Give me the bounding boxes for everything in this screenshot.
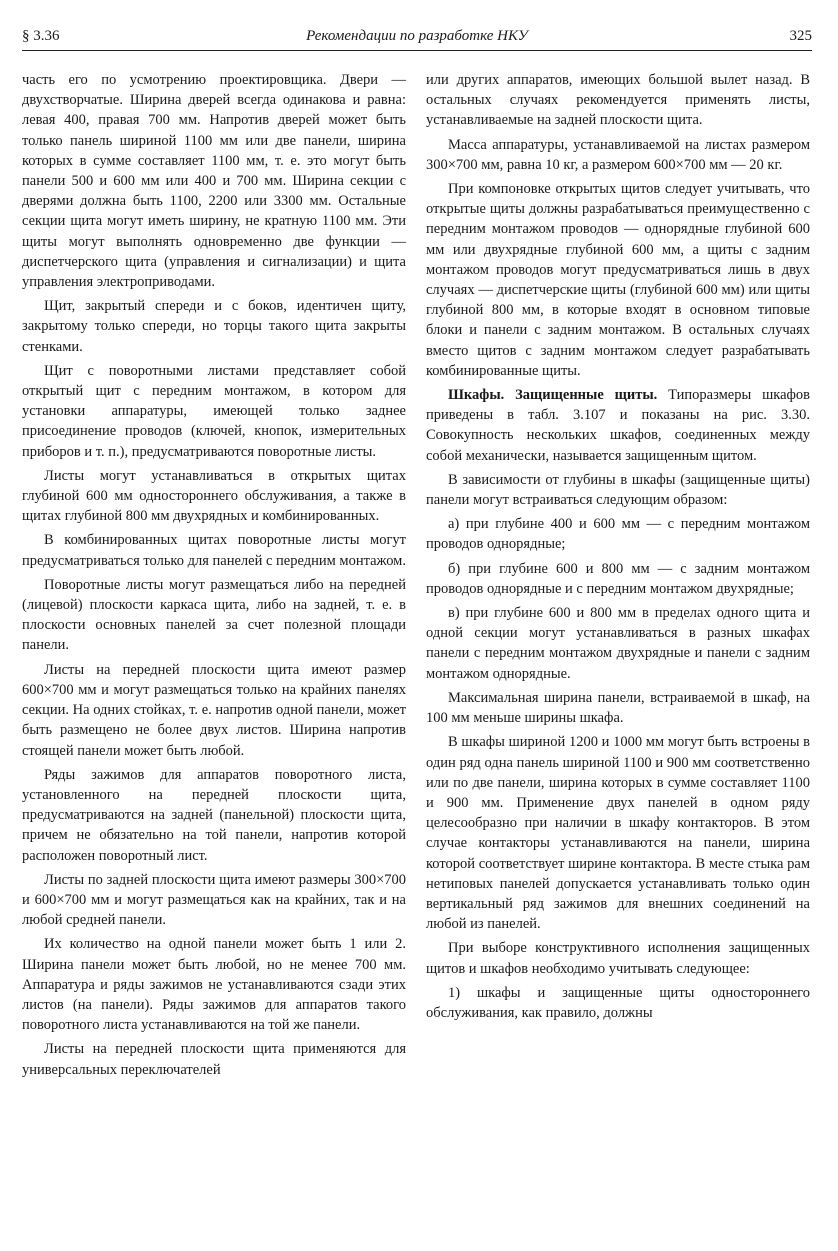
paragraph: Их количество на одной панели может быть 1 или 2. Ширина панели может быть любой, но не менее 700 мм. Аппаратура и ряды зажимов не устанавливаются сзади этих листов (на панели). Ряды зажимов для аппаратов такого поворотного листа устанавливаются на той же панели. (22, 936, 406, 1034)
running-title: Рекомендации по разработке НКУ (306, 28, 528, 44)
paragraph: Листы по задней плоскости щита имеют размеры 300×700 и 600×700 мм и могут размещаться как на крайних, так и на любой средней панели. (22, 871, 406, 929)
paragraph: Поворотные листы могут размещаться либо на передней (лицевой) плоскости каркаса щита, либо на задней, т. е. в плоскости основных панелей за счет полезной площади панели. (22, 576, 406, 654)
paragraph: Листы могут устанавливаться в открытых щитах глубиной 600 мм одностороннего обслуживания, а также в щитах глубиной 800 мм двухрядных и комбинированных. (22, 467, 406, 525)
paragraph: Максимальная ширина панели, встраиваемой в шкаф, на 100 мм меньше ширины шкафа. (426, 689, 810, 727)
section-heading: Шкафы. Защищенные щиты. (448, 387, 658, 404)
list-item: б) при глубине 600 и 800 мм — с задним монтажом проводов однорядные и с передним монтажом двухрядные; (426, 560, 810, 597)
paragraph: В комбинированных щитах поворотные листы могут предусматриваться только для панелей с передним монтажом. (22, 532, 406, 569)
paragraph: При компоновке открытых щитов следует учитывать, что открытые щиты должны разрабатываться преимущественно с передним монтажом проводов — однорядные глубиной 600 мм или двухрядные глубиной 600 мм, а щиты с задним монтажом проводов могут предусматриваться лишь в двух случаях — диспетчерские щиты (глубиной 600 мм) или щиты глубиной 800 мм, в которые входят в основном типовые блоки и панели с задним монтажом. В остальных случаях вместо щитов с задним монтажом следует разрабатывать комбинированные щиты. (426, 181, 810, 379)
list-item: 1) шкафы и защищенные щиты одностороннего обслуживания, как правило, должны (426, 984, 810, 1021)
running-header (22, 24, 812, 51)
paragraph: или других аппаратов, имеющих большой вылет назад. В остальных случаях рекомендуется применять листы, устанавливаемые на задней плоскости щита. (426, 72, 810, 129)
paragraph-with-heading (426, 385, 810, 466)
list-item: а) при глубине 400 и 600 мм — с передним монтажом проводов однорядные; (426, 516, 810, 553)
page-number: 325 (789, 28, 812, 44)
paragraph: Щит с поворотными листами представляет собой открытый щит с передним монтажом, в котором для установки аппаратуры, имеющей только заднее присоединение проводов (ключей, кнопок, измерительных приборов и т. п.), предусматриваются поворотные листы. (22, 362, 406, 460)
paragraph: Ряды зажимов для аппаратов поворотного листа, установленного на передней плоскости щита, предусматриваются на задней (панельной) плоскости щита, причем не обязательно на той панели, напротив которой расположен поворотный лист. (22, 766, 406, 864)
paragraph: часть его по усмотрению проектировщика. Двери — двухстворчатые. Ширина дверей всегда одинакова и равна: левая 400, правая 700 мм. Напротив дверей может быть только панель шириной 1100 мм или две панели, ширина которых в сумме составляет 1100 мм, т. е. это могут быть панели 500 и 600 мм или 400 и 700 мм. Ширина секции с дверями должна быть 1100, 2200 или 3300 мм. Остальные секции щита могут иметь ширину, не кратную 1100 мм. Эти щиты могут выполнять одновременно две функции — диспетчерского щита (управления и сигнализации) и щита управления электроприводами. (22, 72, 406, 291)
paragraph: Масса аппаратуры, устанавливаемой на листах размером 300×700 мм, равна 10 кг, а размером 600×700 мм — 20 кг. (426, 136, 810, 173)
paragraph: При выборе конструктивного исполнения защищенных щитов и шкафов необходимо учитывать следующее: (426, 940, 810, 977)
paragraph-text: Типоразмеры шкафов приведены в табл. 3.107 и показаны на рис. 3.30. Совокупность нескольких шкафов, соединенных между собой механически, называется защищенным щитом. (426, 387, 810, 464)
paragraph: Листы на передней плоскости щита применяются для универсальных переключателей (22, 1041, 406, 1078)
paragraph: В шкафы шириной 1200 и 1000 мм могут быть встроены в один ряд одна панель шириной 1100 и 900 мм соответственно или по две панели, ширина которых в сумме составляет 1100 и 900 мм. Применение двух панелей в одном ряду целесообразно при наличии в шкафу контакторов. В этом случае контакторы устанавливаются на панели, ширина которой соответствует ширине контактора. В месте стыка рам нетиповых панелей допускается устанавливать только один вертикальный ряд зажимов для внешних соединений на любой из панелей. (426, 734, 810, 933)
left-column (22, 70, 406, 1084)
paragraph: Щит, закрытый спереди и с боков, идентичен щиту, закрытому только спереди, но торцы такого щита закрыты стенками. (22, 298, 406, 355)
right-column (426, 70, 810, 1027)
paragraph: В зависимости от глубины в шкафы (защищенные щиты) панели могут встраиваться следующим образом: (426, 471, 810, 509)
paragraph: Листы на передней плоскости щита имеют размер 600×700 мм и могут размещаться только на крайних панелях секции. На одних стойках, т. е. напротив одной панели, может быть размещено не более двух листов. Ширина напротив стоящей панели может быть любой. (22, 661, 406, 759)
section-number: § 3.36 (22, 28, 60, 44)
list-item: в) при глубине 600 и 800 мм в пределах одного щита и одной секции могут устанавливаться в разных шкафах панели с передним монтажом двухрядные и панели с задним монтажом однорядные. (426, 605, 810, 682)
